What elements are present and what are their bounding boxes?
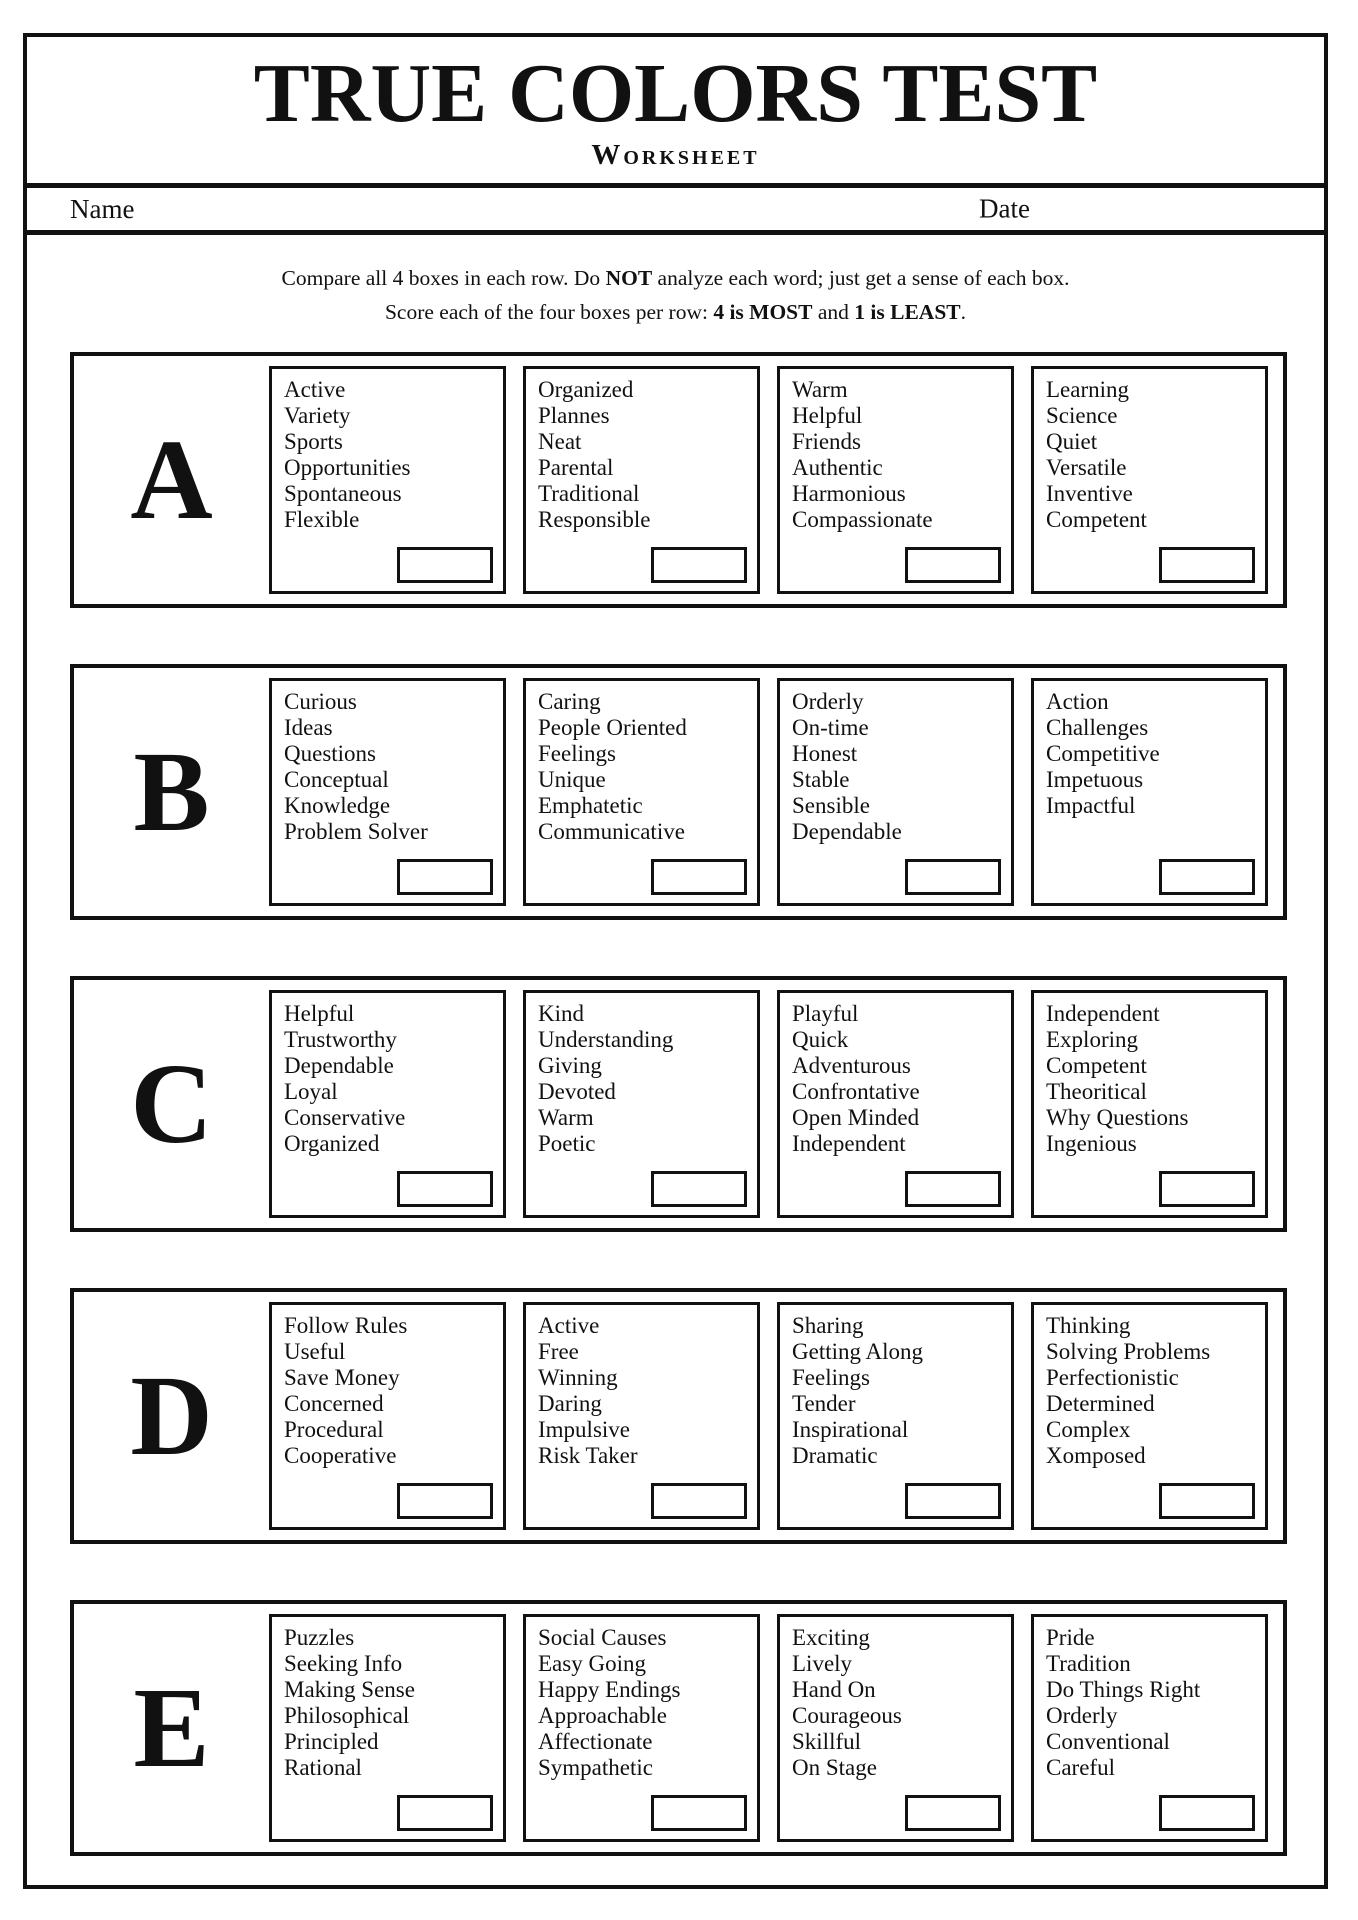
word: Ideas — [284, 715, 333, 740]
word: Save Money — [284, 1365, 400, 1390]
word: Perfectionistic — [1046, 1365, 1179, 1390]
word: Dependable — [284, 1053, 394, 1078]
word: Organized — [284, 1131, 380, 1156]
word: Impactful — [1046, 793, 1136, 818]
word: Spontaneous — [284, 481, 402, 506]
word: Hand On — [792, 1677, 876, 1702]
word: Follow Rules — [284, 1313, 408, 1338]
word: Versatile — [1046, 455, 1127, 480]
score-box[interactable] — [397, 1171, 493, 1207]
word: Ingenious — [1046, 1131, 1137, 1156]
word-box — [1031, 678, 1268, 906]
word: Compassionate — [792, 507, 933, 532]
word: Xomposed — [1046, 1443, 1146, 1468]
word: Pride — [1046, 1625, 1095, 1650]
word: Plannes — [538, 403, 610, 428]
word: Organized — [538, 377, 634, 402]
score-box[interactable] — [905, 1483, 1001, 1519]
row-letter-column — [74, 668, 269, 916]
word-box — [523, 1302, 760, 1530]
word: Sharing — [792, 1313, 864, 1338]
score-box[interactable] — [905, 859, 1001, 895]
word: Exploring — [1046, 1027, 1138, 1052]
word: Active — [284, 377, 346, 402]
score-box[interactable] — [1159, 547, 1255, 583]
word: Harmonious — [792, 481, 906, 506]
word: Curious — [284, 689, 357, 714]
word: Confrontative — [792, 1079, 920, 1104]
word: Affectionate — [538, 1729, 653, 1754]
word: Variety — [284, 403, 351, 428]
word: Stable — [792, 767, 850, 792]
word: Competitive — [1046, 741, 1160, 766]
row-letter: E — [133, 1664, 210, 1791]
word: On-time — [792, 715, 869, 740]
word: Giving — [538, 1053, 602, 1078]
word: Puzzles — [284, 1625, 355, 1650]
word: Trustworthy — [284, 1027, 397, 1052]
word: Emphatetic — [538, 793, 643, 818]
word: Caring — [538, 689, 601, 714]
word: Independent — [792, 1131, 906, 1156]
word: Poetic — [538, 1131, 596, 1156]
word-box — [523, 990, 760, 1218]
word: Conventional — [1046, 1729, 1170, 1754]
page-border-frame — [23, 33, 1328, 1889]
word-box — [269, 990, 506, 1218]
word: Sports — [284, 429, 343, 454]
word: Knowledge — [284, 793, 391, 818]
word: Flexible — [284, 507, 360, 532]
row-E — [70, 1600, 1287, 1856]
title-block — [27, 37, 1324, 183]
word: Approachable — [538, 1703, 667, 1728]
word: Neat — [538, 429, 582, 454]
word: Communicative — [538, 819, 685, 844]
word: Conservative — [284, 1105, 406, 1130]
word-box — [523, 678, 760, 906]
word: Lively — [792, 1651, 853, 1676]
score-box[interactable] — [397, 547, 493, 583]
word: Exciting — [792, 1625, 870, 1650]
word: Adventurous — [792, 1053, 911, 1078]
word: Easy Going — [538, 1651, 646, 1676]
word-box — [1031, 990, 1268, 1218]
word: Orderly — [1046, 1703, 1118, 1728]
page-title: TRUE COLORS TEST — [253, 47, 1098, 140]
word-box — [777, 678, 1014, 906]
word: Free — [538, 1339, 579, 1364]
word-box — [1031, 1302, 1268, 1530]
word: Making Sense — [284, 1677, 415, 1702]
score-box[interactable] — [905, 1795, 1001, 1831]
page-subtitle: Worksheet — [591, 138, 760, 171]
date-label: Date — [979, 193, 1030, 224]
word-box — [269, 678, 506, 906]
word: Determined — [1046, 1391, 1155, 1416]
word-box — [777, 366, 1014, 594]
word: Devoted — [538, 1079, 616, 1104]
instruction-bold-segment: 4 is MOST — [713, 300, 813, 325]
word: Skillful — [792, 1729, 862, 1754]
word-box — [523, 1614, 760, 1842]
word-box — [1031, 1614, 1268, 1842]
word: Unique — [538, 767, 606, 792]
instruction-segment: Compare all 4 boxes in each row. Do — [281, 266, 606, 290]
score-box[interactable] — [397, 1483, 493, 1519]
row-letter-column — [74, 1604, 269, 1852]
score-box[interactable] — [1159, 1483, 1255, 1519]
word: Challenges — [1046, 715, 1149, 740]
word: Traditional — [538, 481, 640, 506]
word-box — [269, 1302, 506, 1530]
word: Feelings — [792, 1365, 870, 1390]
word: Happy Endings — [538, 1677, 681, 1702]
word: Helpful — [284, 1001, 355, 1026]
word: Opportunities — [284, 455, 411, 480]
word: Honest — [792, 741, 858, 766]
row-letter: D — [130, 1352, 213, 1479]
word: Friends — [792, 429, 861, 454]
word: Procedural — [284, 1417, 384, 1442]
word: Inspirational — [792, 1417, 909, 1442]
word-box — [777, 1614, 1014, 1842]
word: Thinking — [1046, 1313, 1131, 1338]
row-letter-column — [74, 356, 269, 604]
word: Quiet — [1046, 429, 1098, 454]
word: Responsible — [538, 507, 651, 532]
score-box[interactable] — [397, 859, 493, 895]
word: Helpful — [792, 403, 863, 428]
row-A — [70, 352, 1287, 608]
instruction-segment: . — [960, 300, 967, 325]
word: Concerned — [284, 1391, 384, 1416]
instruction-segment: Score each of the four boxes per row: — [384, 300, 714, 325]
word: On Stage — [792, 1755, 877, 1780]
word: Warm — [792, 377, 848, 402]
row-D — [70, 1288, 1287, 1544]
date-input-area[interactable] — [1057, 192, 1308, 226]
word: Playful — [792, 1001, 859, 1026]
word: Inventive — [1046, 481, 1133, 506]
word: Dramatic — [792, 1443, 878, 1468]
word: Authentic — [792, 455, 883, 480]
word: Kind — [538, 1001, 584, 1026]
word: Questions — [284, 741, 376, 766]
word: Winning — [538, 1365, 618, 1390]
score-box[interactable] — [651, 1795, 747, 1831]
word-box — [269, 1614, 506, 1842]
score-box[interactable] — [397, 1795, 493, 1831]
word-box — [777, 990, 1014, 1218]
word: Orderly — [792, 689, 864, 714]
word: Problem Solver — [284, 819, 428, 844]
rows-container — [27, 352, 1324, 1856]
word: Quick — [792, 1027, 849, 1052]
word: Seeking Info — [284, 1651, 403, 1676]
score-box[interactable] — [651, 547, 747, 583]
word: Solving Problems — [1046, 1339, 1211, 1364]
score-box[interactable] — [905, 1171, 1001, 1207]
word: Impetuous — [1046, 767, 1144, 792]
word: Competent — [1046, 507, 1147, 532]
row-letter: A — [130, 416, 213, 543]
word: Impulsive — [538, 1417, 630, 1442]
score-box[interactable] — [1159, 1171, 1255, 1207]
word: Action — [1046, 689, 1109, 714]
word: Daring — [538, 1391, 602, 1416]
name-input-area[interactable] — [162, 192, 952, 226]
word: People Oriented — [538, 715, 687, 740]
word: Tradition — [1046, 1651, 1131, 1676]
instructions-line1 — [27, 261, 1324, 295]
word: Open Minded — [792, 1105, 920, 1130]
instructions — [27, 235, 1324, 352]
word: Why Questions — [1046, 1105, 1189, 1130]
word: Active — [538, 1313, 600, 1338]
word: Principled — [284, 1729, 379, 1754]
word: Competent — [1046, 1053, 1147, 1078]
score-box[interactable] — [1159, 1795, 1255, 1831]
instruction-segment: and — [812, 300, 855, 325]
word: Courageous — [792, 1703, 902, 1728]
score-box[interactable] — [651, 859, 747, 895]
word: Getting Along — [792, 1339, 923, 1364]
row-letter: B — [133, 728, 210, 855]
instruction-bold-segment: NOT — [605, 266, 653, 290]
row-C — [70, 976, 1287, 1232]
word: Rational — [284, 1755, 362, 1780]
word: Loyal — [284, 1079, 338, 1104]
word: Cooperative — [284, 1443, 397, 1468]
word: Careful — [1046, 1755, 1115, 1780]
word: Sensible — [792, 793, 870, 818]
score-box[interactable] — [905, 547, 1001, 583]
word-box — [269, 366, 506, 594]
word: Warm — [538, 1105, 594, 1130]
word: Science — [1046, 403, 1118, 428]
word: Philosophical — [284, 1703, 410, 1728]
instruction-bold-segment: 1 is LEAST — [854, 300, 961, 325]
name-label: Name — [70, 193, 135, 224]
word: Useful — [284, 1339, 346, 1364]
word: Learning — [1046, 377, 1130, 402]
word: Independent — [1046, 1001, 1160, 1026]
word-box — [523, 366, 760, 594]
word: Do Things Right — [1046, 1677, 1201, 1702]
instructions-line2 — [27, 295, 1324, 329]
name-date-band — [27, 183, 1324, 235]
word: Social Causes — [538, 1625, 667, 1650]
word: Complex — [1046, 1417, 1131, 1442]
word: Tender — [792, 1391, 856, 1416]
word-box — [1031, 366, 1268, 594]
word: Understanding — [538, 1027, 674, 1052]
word: Dependable — [792, 819, 902, 844]
word: Feelings — [538, 741, 616, 766]
row-letter-column — [74, 980, 269, 1228]
row-B — [70, 664, 1287, 920]
word: Sympathetic — [538, 1755, 653, 1780]
score-box[interactable] — [1159, 859, 1255, 895]
row-letter-column — [74, 1292, 269, 1540]
row-letter: C — [130, 1040, 213, 1167]
score-box[interactable] — [651, 1171, 747, 1207]
word: Parental — [538, 455, 614, 480]
word: Theoritical — [1046, 1079, 1147, 1104]
word: Conceptual — [284, 767, 389, 792]
instruction-segment: analyze each word; just get a sense of each box. — [652, 266, 1070, 290]
score-box[interactable] — [651, 1483, 747, 1519]
word-box — [777, 1302, 1014, 1530]
word: Risk Taker — [538, 1443, 638, 1468]
